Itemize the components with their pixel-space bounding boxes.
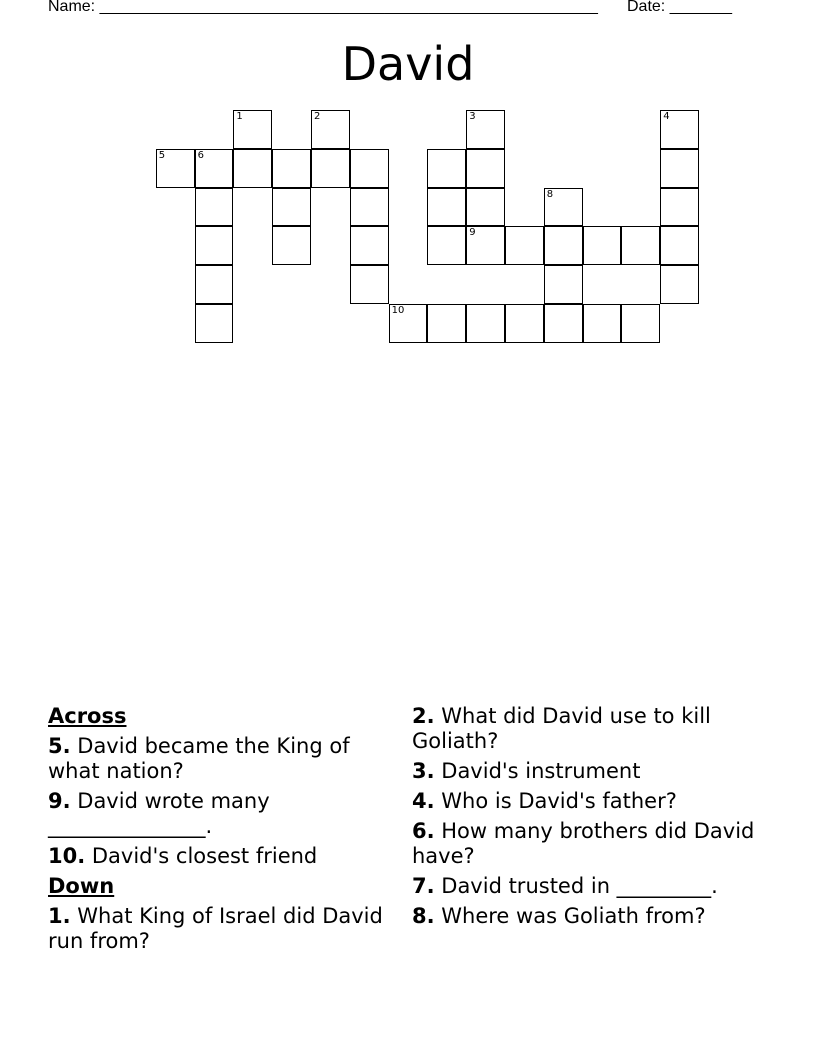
grid-cell[interactable] [660,226,699,265]
grid-cell[interactable] [195,226,234,265]
grid-cell[interactable] [466,226,505,265]
clue-number: 5. [48,734,71,758]
clue-number: 10. [48,844,86,868]
grid-cell[interactable] [544,265,583,304]
grid-cell[interactable] [427,188,466,227]
grid-cell[interactable] [544,304,583,343]
grid-cell[interactable] [427,149,466,188]
clue-across-9 [48,789,388,839]
clues-column-left [48,704,388,959]
clue-across-5 [48,734,388,784]
clue-text: David's closest friend [85,844,318,868]
clue-text: Who is David's father? [434,789,677,813]
grid-cell[interactable] [272,188,311,227]
grid-cell[interactable] [660,265,699,304]
cell-number: 8 [546,188,554,200]
grid-cell[interactable] [350,265,389,304]
date-field-label: Date: _______ [627,0,732,15]
crossword-grid [0,0,816,400]
across-heading: Across [48,704,127,728]
grid-cell[interactable] [427,226,466,265]
clue-number: 2. [412,704,435,728]
clue-down-2 [412,704,762,754]
clues-column-right [412,704,762,934]
grid-cell[interactable] [311,149,350,188]
cell-number: 9 [469,227,476,239]
grid-cell[interactable] [350,226,389,265]
grid-cell[interactable] [505,304,544,343]
grid-cell[interactable] [233,110,272,149]
clue-text: How many brothers did David have? [412,819,755,868]
clue-number: 8. [412,904,435,928]
grid-cell[interactable] [389,304,428,343]
name-field-label: Name: ________________________________________________________ [48,0,598,15]
clue-number: 1. [48,904,71,928]
grid-cell[interactable] [505,226,544,265]
clue-down-1 [48,904,388,954]
grid-cell[interactable] [350,188,389,227]
clue-text: David trusted in _________. [434,874,718,898]
grid-cell[interactable] [544,226,583,265]
grid-cell[interactable] [350,149,389,188]
cell-number: 3 [469,111,476,122]
clue-text: David wrote many _______________. [48,789,270,838]
grid-cell[interactable] [583,304,622,343]
cell-number: 6 [197,149,204,161]
down-heading: Down [48,874,115,898]
page-title: David [341,37,475,91]
grid-cell[interactable] [156,149,195,188]
grid-cell[interactable] [195,188,234,227]
grid-cell[interactable] [272,149,311,188]
grid-cell[interactable] [233,149,272,188]
grid-cell[interactable] [466,149,505,188]
cell-number: 10 [391,305,405,316]
clue-down-8 [412,904,762,929]
clue-number: 3. [412,759,435,783]
clue-text: David became the King of what nation? [48,734,350,783]
clue-number: 7. [412,874,435,898]
grid-cell[interactable] [660,110,699,149]
clue-text: What King of Israel did David run from? [48,904,383,953]
cell-number: 5 [158,149,166,161]
grid-cell[interactable] [660,149,699,188]
grid-cell[interactable] [621,304,660,343]
clue-across-10 [48,844,388,869]
grid-cell[interactable] [660,188,699,227]
grid-cell[interactable] [466,188,505,227]
grid-cell[interactable] [272,226,311,265]
clue-number: 6. [412,819,435,843]
cell-number: 1 [236,111,243,122]
grid-cell[interactable] [427,304,466,343]
clue-down-3 [412,759,762,784]
cell-number: 4 [663,111,670,122]
clue-number: 9. [48,789,71,813]
grid-cell[interactable] [621,226,660,265]
clue-down-7 [412,874,762,899]
grid-cell[interactable] [466,110,505,149]
grid-cell[interactable] [544,188,583,227]
grid-cell[interactable] [195,304,234,343]
cell-number: 2 [314,111,321,122]
grid-cell[interactable] [195,149,234,188]
clue-down-4 [412,789,762,814]
clue-text: What did David use to kill Goliath? [412,704,711,753]
grid-cell[interactable] [466,304,505,343]
grid-cell[interactable] [195,265,234,304]
clue-number: 4. [412,789,435,813]
grid-cell[interactable] [583,226,622,265]
grid-cell[interactable] [311,110,350,149]
clue-down-6 [412,819,762,869]
clue-text: David's instrument [434,759,641,783]
clue-text: Where was Goliath from? [434,904,706,928]
